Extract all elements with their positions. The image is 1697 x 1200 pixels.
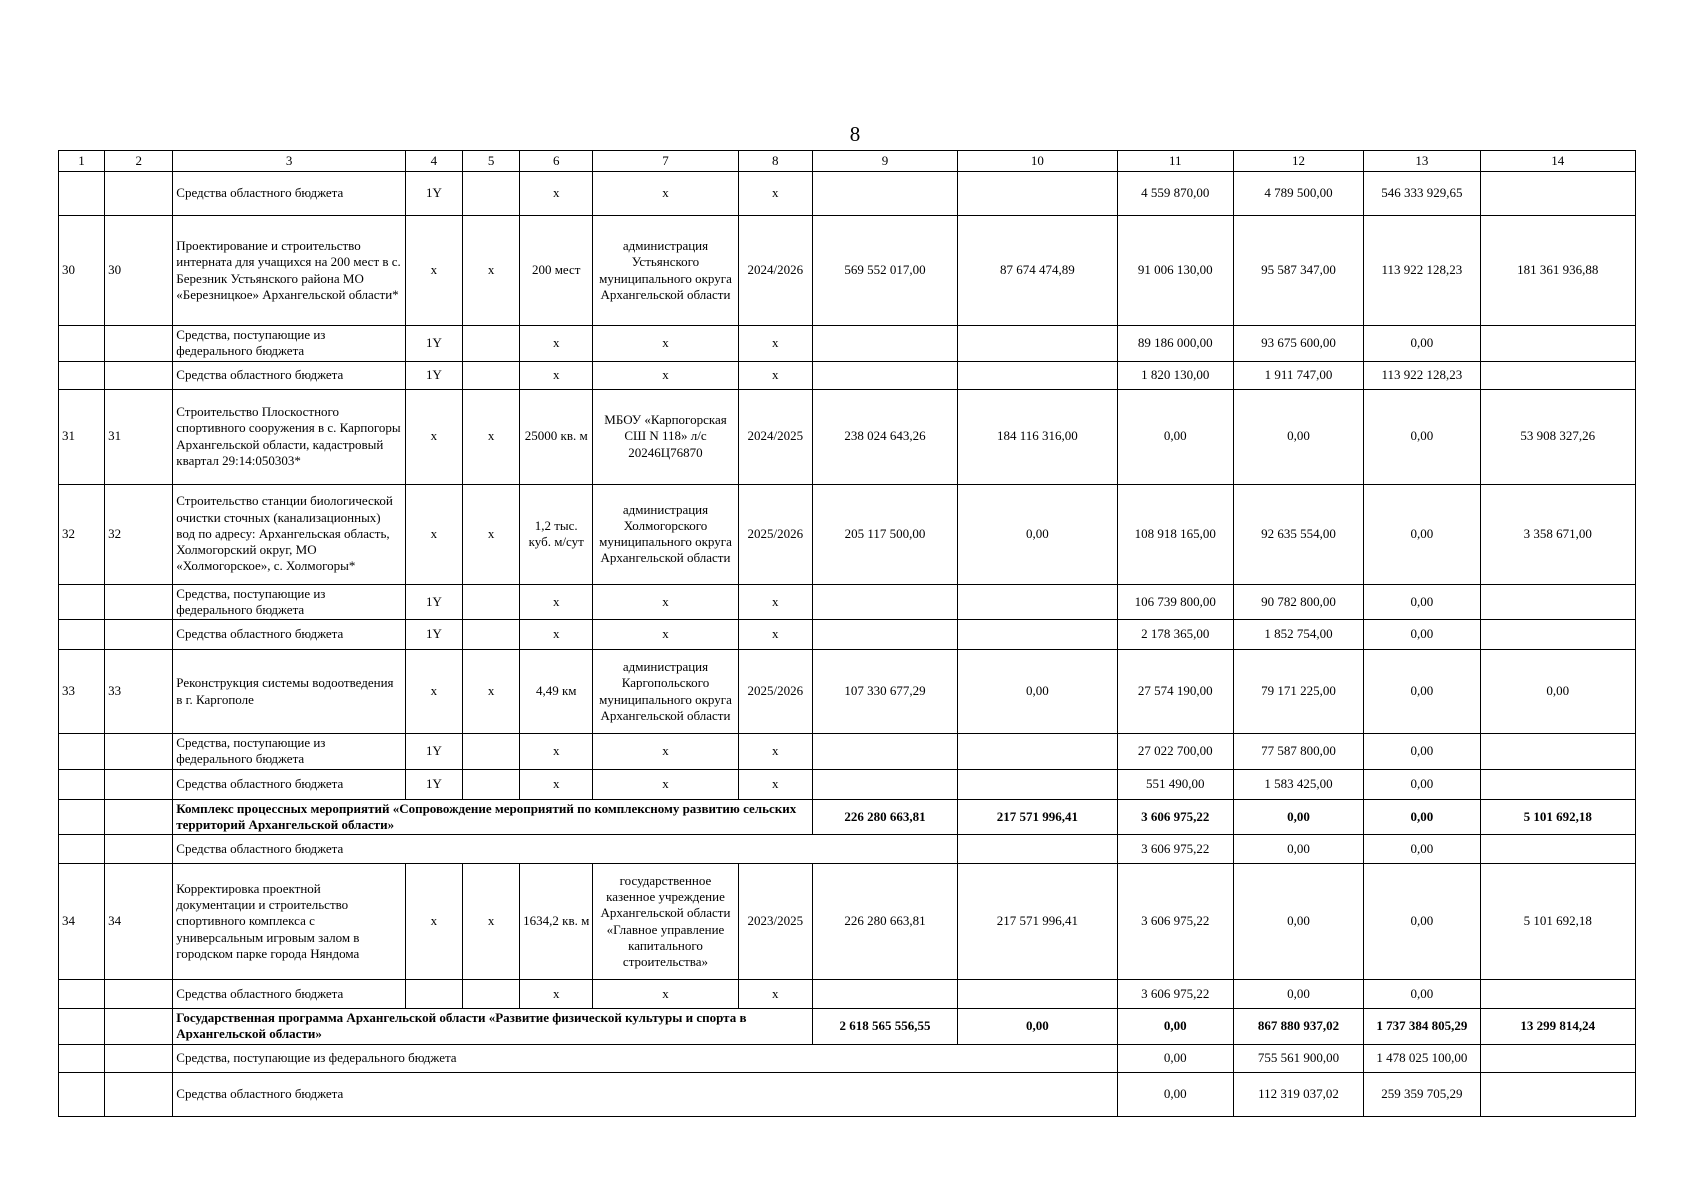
row-number: 32 [59, 484, 105, 584]
cell: x [463, 216, 520, 326]
col-header: 3 [173, 151, 406, 172]
cell: 226 280 663,81 [812, 864, 957, 980]
cell: 2025/2026 [738, 484, 812, 584]
col-header: 14 [1480, 151, 1636, 172]
row-label: Средства областного бюджета [173, 172, 406, 216]
cell: 1Y [405, 620, 462, 650]
cell: 1634,2 кв. м [520, 864, 593, 980]
cell: 1Y [405, 326, 462, 362]
cell: x [738, 326, 812, 362]
cell: 226 280 663,81 [812, 799, 957, 835]
cell: 1Y [405, 584, 462, 620]
cell: 0,00 [1364, 980, 1480, 1009]
cell: 2 178 365,00 [1117, 620, 1233, 650]
cell: 259 359 705,29 [1364, 1072, 1480, 1116]
cell: x [520, 980, 593, 1009]
row-label: Средства областного бюджета [173, 980, 406, 1009]
cell: 95 587 347,00 [1233, 216, 1363, 326]
cell: 4 789 500,00 [1233, 172, 1363, 216]
row-label: Средства областного бюджета [173, 361, 406, 389]
cell: 200 мест [520, 216, 593, 326]
col-header: 11 [1117, 151, 1233, 172]
cell: 0,00 [1364, 799, 1480, 835]
cell: x [738, 584, 812, 620]
section-title: Комплекс процессных мероприятий «Сопровождение мероприятий по комплексному развитию сельских территорий Архангельской области» [173, 799, 813, 835]
row-label: Средства, поступающие из федерального бюджета [173, 734, 406, 770]
table-row [59, 361, 1636, 389]
cell: 0,00 [1364, 389, 1480, 484]
cell: x [593, 620, 738, 650]
cell: 0,00 [1364, 650, 1480, 734]
cell: 1 478 025 100,00 [1364, 1044, 1480, 1072]
row-label: Средства областного бюджета [173, 1072, 1117, 1116]
cell: x [463, 864, 520, 980]
cell: x [520, 734, 593, 770]
cell: 0,00 [1117, 389, 1233, 484]
cell: 93 675 600,00 [1233, 326, 1363, 362]
cell: x [405, 650, 462, 734]
cell: 0,00 [1233, 799, 1363, 835]
cell: x [405, 864, 462, 980]
cell: 53 908 327,26 [1480, 389, 1636, 484]
cell: 0,00 [1364, 584, 1480, 620]
table-row [59, 650, 1636, 734]
cell: 0,00 [1364, 734, 1480, 770]
cell: x [738, 620, 812, 650]
row-label: Строительство станции биологической очистки сточных (канализационных) вод по адресу: Архангельская область, Холмогорский округ, МО «Холмогорское», с. Холмогоры* [173, 484, 406, 584]
cell: 0,00 [1233, 864, 1363, 980]
cell: 3 358 671,00 [1480, 484, 1636, 584]
cell: администрация Каргопольского муниципального округа Архангельской области [593, 650, 738, 734]
cell: 25000 кв. м [520, 389, 593, 484]
cell: 0,00 [958, 1009, 1117, 1045]
cell: администрация Холмогорского муниципального округа Архангельской области [593, 484, 738, 584]
table-row [59, 389, 1636, 484]
col-header: 7 [593, 151, 738, 172]
cell: 0,00 [1364, 864, 1480, 980]
cell: 0,00 [1364, 484, 1480, 584]
table-row [59, 835, 1636, 864]
cell: x [593, 361, 738, 389]
row-label: Корректировка проектной документации и строительство спортивного комплекса с универсальным игровым залом в городском парке города Няндома [173, 864, 406, 980]
table-row [59, 864, 1636, 980]
cell: 2 618 565 556,55 [812, 1009, 957, 1045]
cell: x [405, 216, 462, 326]
table-row [59, 734, 1636, 770]
cell: x [738, 734, 812, 770]
table-row [59, 584, 1636, 620]
cell: 1 852 754,00 [1233, 620, 1363, 650]
col-header: 9 [812, 151, 957, 172]
table-row [59, 769, 1636, 799]
cell: 113 922 128,23 [1364, 216, 1480, 326]
cell: 0,00 [1117, 1044, 1233, 1072]
row-number: 33 [59, 650, 105, 734]
cell: государственное казенное учреждение Архангельской области «Главное управление капитального строительства» [593, 864, 738, 980]
cell: 1Y [405, 769, 462, 799]
cell: x [463, 484, 520, 584]
cell: 90 782 800,00 [1233, 584, 1363, 620]
cell: 238 024 643,26 [812, 389, 957, 484]
row-label: Средства, поступающие из федерального бюджета [173, 1044, 1117, 1072]
col-header: 12 [1233, 151, 1363, 172]
cell: x [593, 584, 738, 620]
cell: 3 606 975,22 [1117, 980, 1233, 1009]
program-total-row [59, 1009, 1636, 1045]
table-row [59, 484, 1636, 584]
cell: 0,00 [958, 484, 1117, 584]
cell: x [738, 980, 812, 1009]
cell: 1Y [405, 172, 462, 216]
cell: 0,00 [1480, 650, 1636, 734]
row-label: Строительство Плоскостного спортивного сооружения в с. Карпогоры Архангельской области, кадастровый квартал 29:14:050303* [173, 389, 406, 484]
cell: 1 911 747,00 [1233, 361, 1363, 389]
cell: x [520, 361, 593, 389]
cell: 92 635 554,00 [1233, 484, 1363, 584]
row-number: 30 [105, 216, 173, 326]
table-row [59, 980, 1636, 1009]
cell: x [405, 389, 462, 484]
row-number: 31 [59, 389, 105, 484]
cell: x [520, 326, 593, 362]
cell: x [738, 769, 812, 799]
cell: 0,00 [1364, 326, 1480, 362]
cell: x [405, 484, 462, 584]
table-row [59, 1072, 1636, 1116]
cell: МБОУ «Карпогорская СШ N 118» л/с 20246Ц76870 [593, 389, 738, 484]
row-number: 34 [59, 864, 105, 980]
row-number: 32 [105, 484, 173, 584]
cell: 4,49 км [520, 650, 593, 734]
col-header: 6 [520, 151, 593, 172]
row-number: 31 [105, 389, 173, 484]
cell: 569 552 017,00 [812, 216, 957, 326]
cell: 2024/2026 [738, 216, 812, 326]
cell: 27 574 190,00 [1117, 650, 1233, 734]
cell: 107 330 677,29 [812, 650, 957, 734]
col-header: 1 [59, 151, 105, 172]
cell: 3 606 975,22 [1117, 864, 1233, 980]
cell: 1Y [405, 361, 462, 389]
cell: 205 117 500,00 [812, 484, 957, 584]
cell: x [593, 734, 738, 770]
cell: 106 739 800,00 [1117, 584, 1233, 620]
cell: 112 319 037,02 [1233, 1072, 1363, 1116]
page-number: 8 [849, 122, 861, 146]
cell: x [738, 361, 812, 389]
cell: 3 606 975,22 [1117, 799, 1233, 835]
cell: 0,00 [1117, 1009, 1233, 1045]
row-label: Средства областного бюджета [173, 620, 406, 650]
cell: 755 561 900,00 [1233, 1044, 1363, 1072]
cell: x [520, 769, 593, 799]
cell: 0,00 [1364, 620, 1480, 650]
cell: x [593, 172, 738, 216]
cell: 89 186 000,00 [1117, 326, 1233, 362]
cell: 546 333 929,65 [1364, 172, 1480, 216]
cell: x [520, 584, 593, 620]
cell: 181 361 936,88 [1480, 216, 1636, 326]
program-title: Государственная программа Архангельской области «Развитие физической культуры и спорта в Архангельской области» [173, 1009, 813, 1045]
cell: 2024/2025 [738, 389, 812, 484]
cell: 0,00 [1364, 835, 1480, 864]
col-header: 2 [105, 151, 173, 172]
cell: 4 559 870,00 [1117, 172, 1233, 216]
cell: 1 583 425,00 [1233, 769, 1363, 799]
cell: 27 022 700,00 [1117, 734, 1233, 770]
cell: 1Y [405, 734, 462, 770]
col-header: 8 [738, 151, 812, 172]
cell: 13 299 814,24 [1480, 1009, 1636, 1045]
cell: 3 606 975,22 [1117, 835, 1233, 864]
cell: 217 571 996,41 [958, 799, 1117, 835]
table-row [59, 216, 1636, 326]
cell: 5 101 692,18 [1480, 799, 1636, 835]
row-label: Проектирование и строительство интерната для учащихся на 200 мест в с. Березник Устьянского района МО «Березницкое» Архангельской области* [173, 216, 406, 326]
cell: 184 116 316,00 [958, 389, 1117, 484]
table-row [59, 172, 1636, 216]
cell: x [593, 769, 738, 799]
cell: 0,00 [1117, 1072, 1233, 1116]
row-label: Средства областного бюджета [173, 769, 406, 799]
cell: 87 674 474,89 [958, 216, 1117, 326]
cell: 79 171 225,00 [1233, 650, 1363, 734]
cell: 0,00 [1233, 980, 1363, 1009]
cell: 1 820 130,00 [1117, 361, 1233, 389]
row-label: Средства, поступающие из федерального бюджета [173, 584, 406, 620]
row-number: 30 [59, 216, 105, 326]
col-header: 5 [463, 151, 520, 172]
table-row [59, 620, 1636, 650]
cell: x [463, 389, 520, 484]
cell: 0,00 [958, 650, 1117, 734]
cell: администрация Устьянского муниципального округа Архангельской области [593, 216, 738, 326]
row-number: 33 [105, 650, 173, 734]
col-header: 13 [1364, 151, 1480, 172]
cell: 2023/2025 [738, 864, 812, 980]
cell: 108 918 165,00 [1117, 484, 1233, 584]
cell: x [593, 326, 738, 362]
cell: 0,00 [1233, 389, 1363, 484]
table-row [59, 326, 1636, 362]
row-label: Средства областного бюджета [173, 835, 958, 864]
cell: 2025/2026 [738, 650, 812, 734]
cell: x [738, 172, 812, 216]
cell: 867 880 937,02 [1233, 1009, 1363, 1045]
cell: 91 006 130,00 [1117, 216, 1233, 326]
row-label: Реконструкция системы водоотведения в г. Каргополе [173, 650, 406, 734]
cell: 1,2 тыс. куб. м/сут [520, 484, 593, 584]
column-header-row [59, 151, 1636, 172]
col-header: 10 [958, 151, 1117, 172]
budget-table [58, 150, 1636, 1117]
cell: x [520, 620, 593, 650]
cell: 113 922 128,23 [1364, 361, 1480, 389]
row-label: Средства, поступающие из федерального бюджета [173, 326, 406, 362]
cell: x [520, 172, 593, 216]
col-header: 4 [405, 151, 462, 172]
row-number: 34 [105, 864, 173, 980]
cell: 77 587 800,00 [1233, 734, 1363, 770]
table-row [59, 1044, 1636, 1072]
cell: 1 737 384 805,29 [1364, 1009, 1480, 1045]
cell: 0,00 [1364, 769, 1480, 799]
cell: 0,00 [1233, 835, 1363, 864]
cell: x [593, 980, 738, 1009]
cell: 551 490,00 [1117, 769, 1233, 799]
cell: x [463, 650, 520, 734]
section-total-row [59, 799, 1636, 835]
cell: 217 571 996,41 [958, 864, 1117, 980]
cell: 5 101 692,18 [1480, 864, 1636, 980]
